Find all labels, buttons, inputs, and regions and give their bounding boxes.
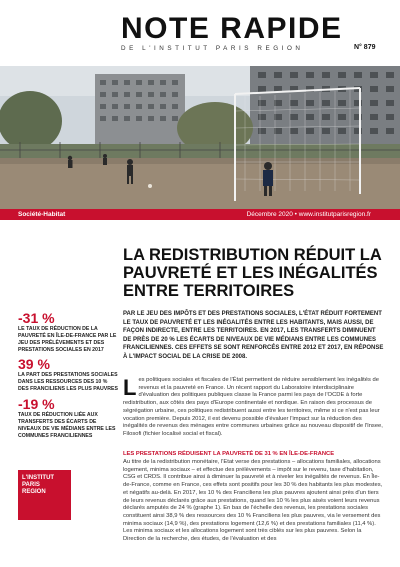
logo-line-1: L'INSTITUT — [22, 475, 55, 481]
key-figure-value: -19 % — [18, 396, 55, 412]
key-figure-text: LE TAUX DE RÉDUCTION DE LA PAUVRETÉ EN ÎLE-DE-FRANCE PAR LE JEU DES PRÉLÈVEMENTS ET DES PRESTATIONS SOCIALES EN 2017 — [18, 326, 117, 353]
logo-line-2: PARIS — [22, 482, 40, 488]
playground-illustration — [0, 66, 400, 209]
section-band — [0, 209, 400, 220]
article-intro — [123, 377, 385, 439]
section-subheading: LES PRESTATIONS RÉDUISENT LA PAUVRETÉ DE 31 % EN ÎLE-DE-FRANCE — [123, 451, 335, 457]
publication-title: NOTE RAPIDE — [121, 12, 343, 45]
key-figure-text: LA PART DES PRESTATIONS SOCIALES DANS LES RESSOURCES DES 10 % DES FRANCILIENS LES PLUS PAUVRES — [18, 372, 118, 392]
section-theme: Société-Habitat — [18, 211, 66, 218]
article-body: Au titre de la redistribution monétaire, l'État verse des prestations – allocations familiales, allocations logement, minima sociaux – et effectue des prélèvements – impôt sur le revenu, taxe d'habitation, CSG et CRDS. Il contribue ainsi à diminuer la pauvreté et à niveler les inégalités de revenus. En Île-de-France, comme en France, ces effets sont positifs pour les 30 % des habitants les plus modestes, et négatifs au-delà. En 2017, les 10 % des Franciliens les plus pauvres ajoutent ainsi près d'un tiers de leurs revenus déclarés grâce aux prestations, quand les 10 % les plus aisés voient leurs revenus déclarés amputés de 24 % (graphe 1). En bas de l'échelle des revenus, les prestations sociales constituent ainsi 38,9 % des ressources des 10 % Franciliens les plus pauvres, via le versement des minima sociaux (14,9 %), des prestations logement (12,6 %) et des prestations familiales (11,4 %). Les minima sociaux et les allocations logement sont très ciblés sur les plus pauvres. Selon la Direction de la recherche, des études, de l'évaluation et des — [123, 459, 383, 543]
date-and-website: Décembre 2020 • www.institutparisregion.fr — [246, 211, 371, 218]
key-figure-3 — [18, 397, 118, 440]
key-figure-1 — [18, 311, 118, 354]
masthead — [0, 0, 400, 66]
key-figure-text: TAUX DE RÉDUCTION LIÉE AUX TRANSFERTS DES ÉCARTS DE NIVEAUX DE VIE MÉDIANS ENTRE LES COMMUNES FRANCILIENNES — [18, 412, 116, 439]
article-lead: PAR LE JEU DES IMPÔTS ET DES PRESTATIONS SOCIALES, L'ÉTAT RÉDUIT FORTEMENT LE TAUX DE PAUVRETÉ ET LES INÉGALITÉS ENTRE LES HABITANTS, MAIS AUSSI, DE FAÇON INDIRECTE, ENTRE LES TERRITOIRES. EN 2017, LES TRANSFERTS DIMINUENT DE PRÈS DE 20 % LES ÉCARTS DE NIVEAUX DE VIE MÉDIANS ENTRE LES COMMUNES FRANCILIENNES. CES EFFETS SE SONT RENFORCÉS ENTRE 2012 ET 2017, EN RÉPONSE À L'IMPACT SOCIAL DE LA CRISE DE 2008. — [123, 311, 384, 360]
drop-cap: L — [123, 375, 137, 400]
key-figure-value: 39 % — [18, 356, 50, 372]
key-figure-value: -31 % — [18, 310, 55, 326]
institute-logo — [18, 470, 71, 520]
logo-line-3: REGION — [22, 489, 46, 495]
publisher-subtitle: DE L'INSTITUT PARIS REGION — [121, 45, 304, 52]
cover-photo — [0, 66, 400, 209]
key-figure-2 — [18, 357, 118, 393]
article-title: LA REDISTRIBUTION RÉDUIT LA PAUVRETÉ ET LES INÉGALITÉS ENTRE TERRITOIRES — [123, 246, 382, 300]
issue-number: N° 879 — [354, 44, 376, 51]
intro-text: es politiques sociales et fiscales de l'État permettent de réduire sensiblement les inégalités de revenus et la pauvreté en France. Un récent rapport du Laboratoire interdisciplinaire d'évaluation des politiques publiques classe la France parmi les pays de l'OCDE à forte redistribution, aux côtés des pays d'Europe continentale et nordique. En raison des processus de ségrégation urbaine, ces politiques redistribuent aussi entre les territoires, même si ce n'est pas leur vocation première. Depuis 2012, il est devenu possible d'évaluer l'impact sur la réduction des inégalités de revenus des ménages entre communes urbaines grâce au nouveau dispositif de l'Insee, Filosofi (fichier localisé social et fiscal). — [123, 377, 383, 437]
